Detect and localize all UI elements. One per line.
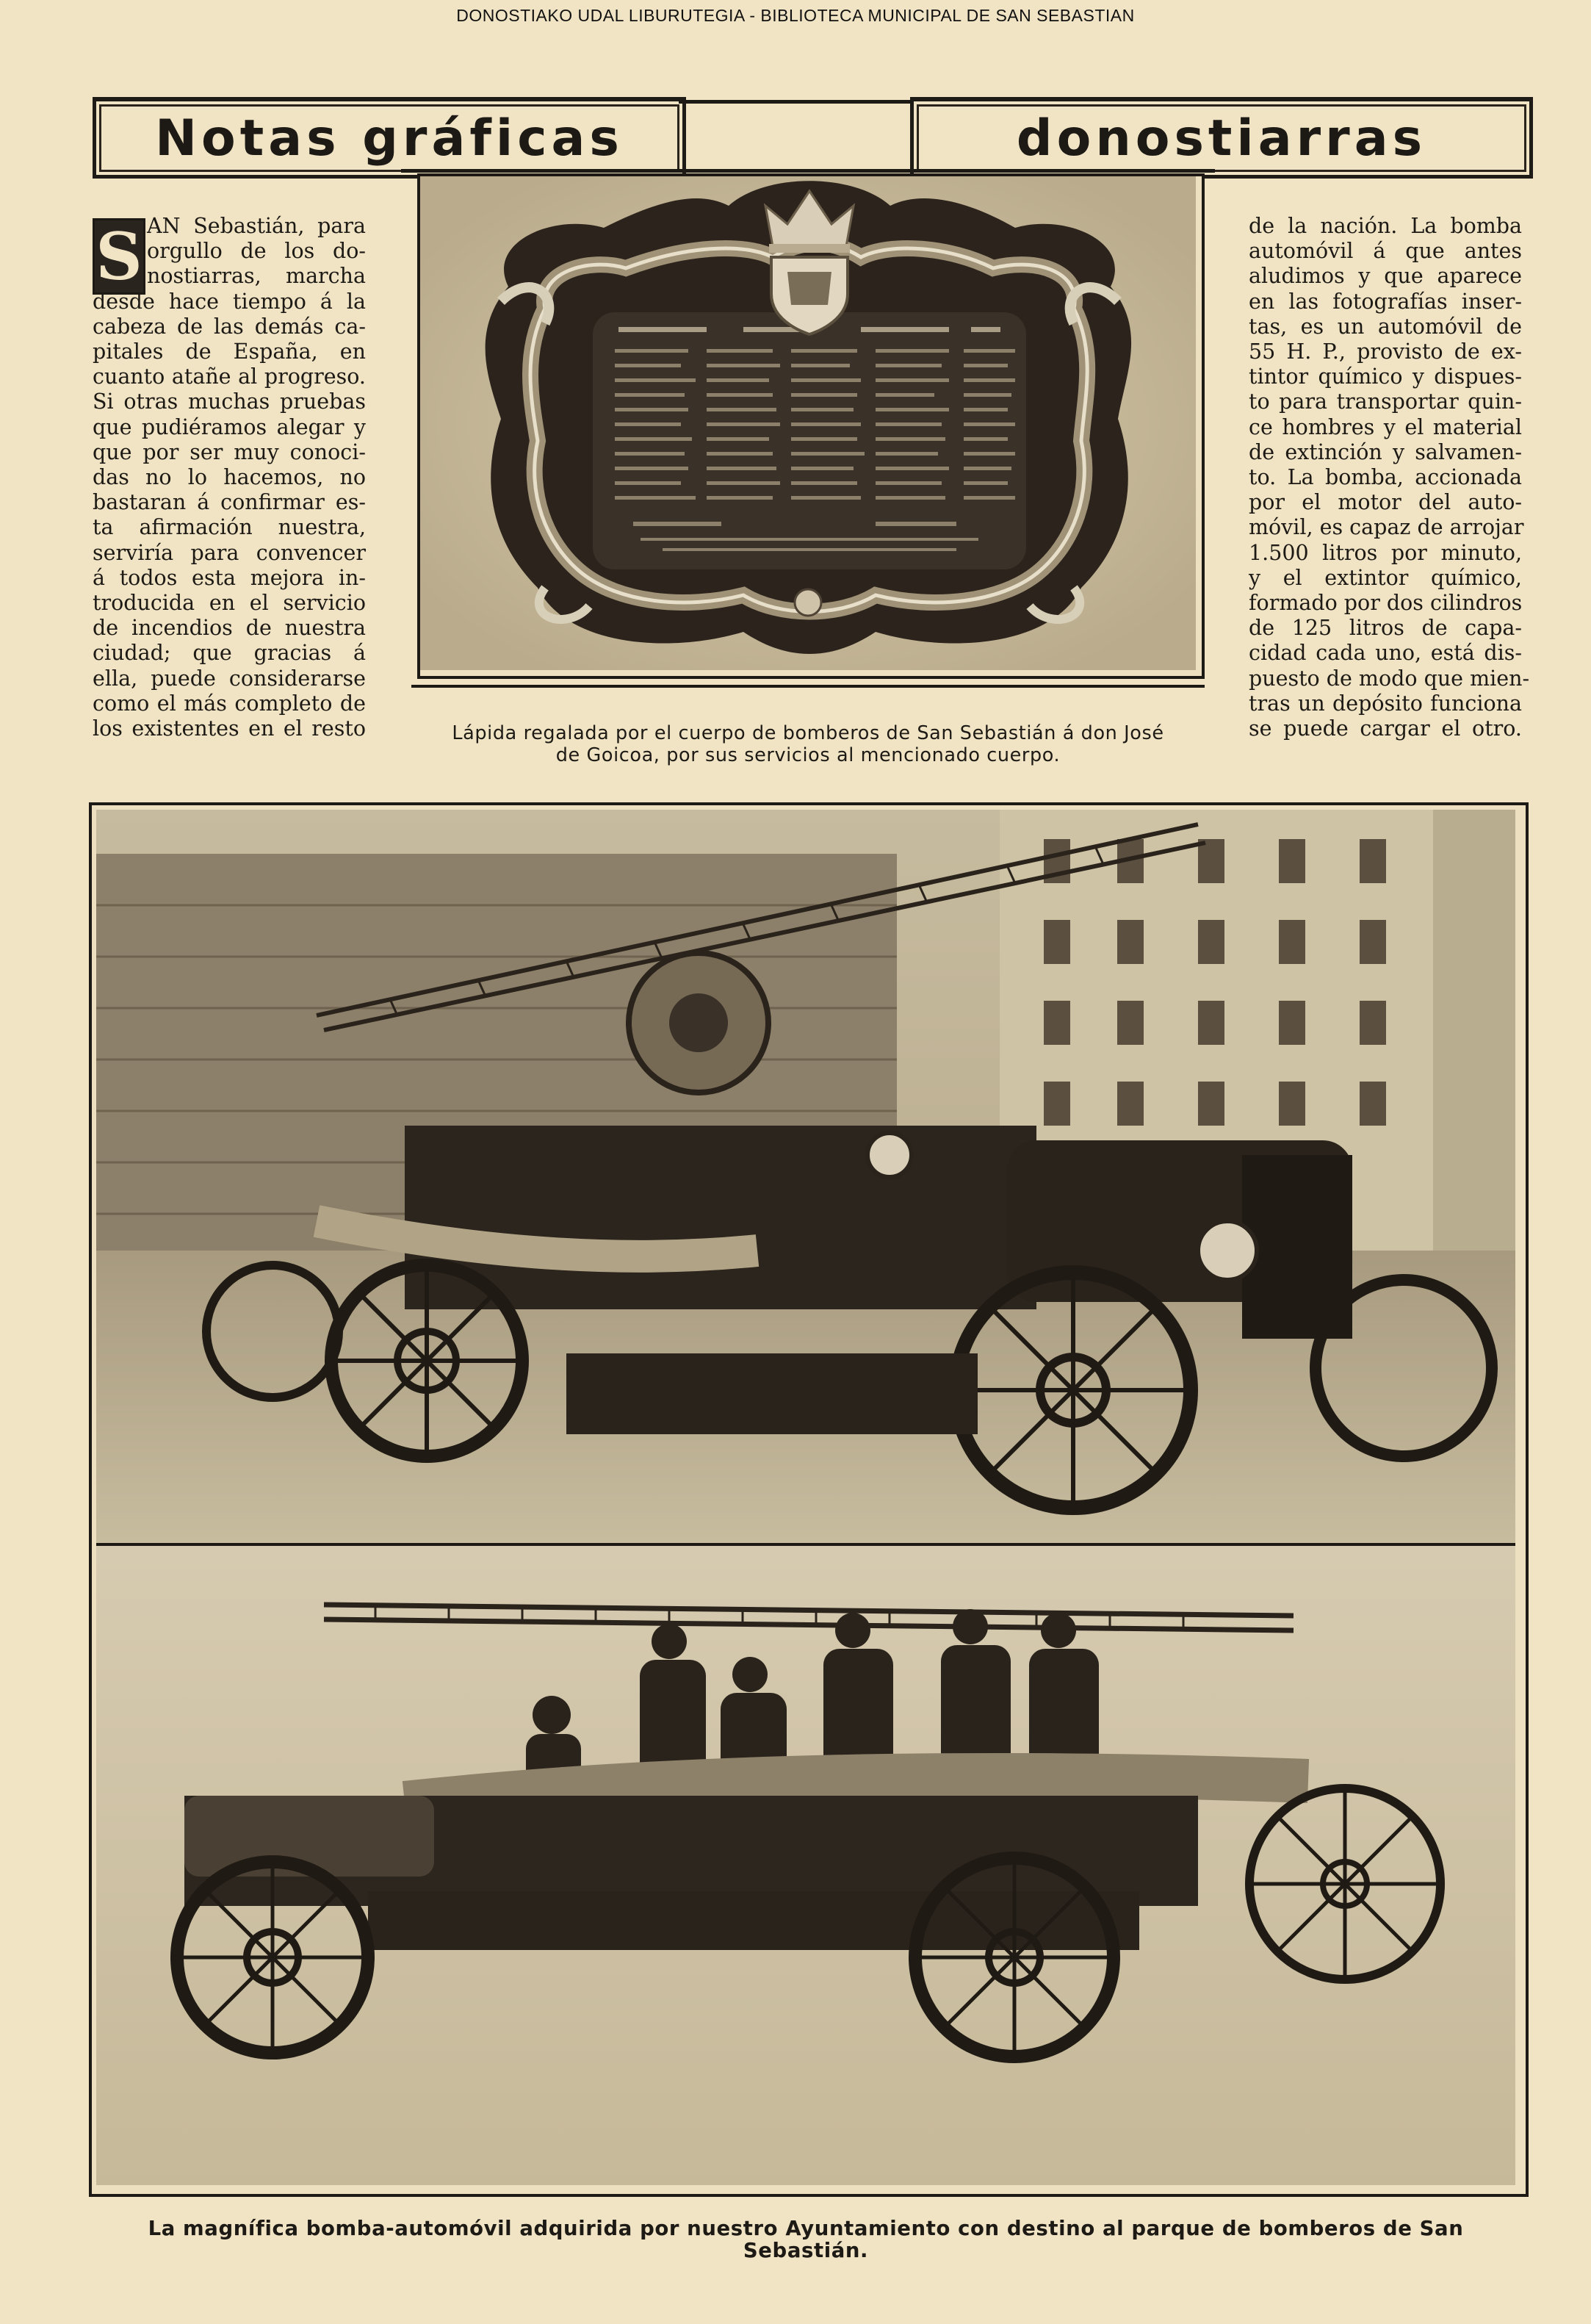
- article-line: tas, es un automóvil de: [1249, 314, 1522, 339]
- article-line: cabeza de las demás ca-: [93, 314, 366, 339]
- article-line: de 125 litros de capa-: [1249, 616, 1522, 641]
- article-line: 1.500 litros por minuto,: [1249, 540, 1522, 565]
- article-line: tintor químico y dispues-: [1249, 364, 1522, 389]
- library-header: DONOSTIAKO UDAL LIBURUTEGIA - BIBLIOTECA MUNICIPAL DE SAN SEBASTIAN: [456, 6, 1135, 25]
- article-line: orgullo de los do-: [147, 239, 366, 264]
- article-line: ella, puede considerarse: [93, 666, 366, 691]
- fire-engine-photo-bottom: [96, 1546, 1515, 2185]
- title-left: Notas gráficas: [93, 97, 686, 179]
- article-line: los existentes en el resto: [93, 716, 366, 741]
- article-line: móvil, es capaz de arrojar: [1249, 515, 1524, 540]
- plaque-caption: [411, 722, 1205, 766]
- article-line: que pudiéramos alegar y: [93, 414, 366, 439]
- article-line: automóvil á que antes: [1249, 239, 1522, 264]
- article-line: como el más completo de: [93, 691, 366, 716]
- article-left-column: [93, 214, 366, 741]
- article-line: por el motor del auto-: [1249, 490, 1522, 515]
- article-line: AN Sebastián, para: [147, 214, 366, 238]
- title-rule-bottom: [401, 169, 1215, 173]
- plaque-caption-line-1: Lápida regalada por el cuerpo de bomberos de San Sebastián á don José: [452, 722, 1164, 744]
- plaque-caption-line-2: de Goicoa, por sus servicios al mencionado cuerpo.: [555, 744, 1061, 766]
- article-line: y el extintor químico,: [1249, 565, 1522, 590]
- plaque-photo: [417, 173, 1205, 679]
- article-line: pitales de España, en: [93, 339, 366, 364]
- title-right: donostiarras: [910, 97, 1533, 179]
- article-line: to para transportar quin-: [1249, 389, 1522, 414]
- article-line: se puede cargar el otro.: [1249, 716, 1522, 741]
- fire-engine-photo-top: [96, 810, 1515, 1543]
- plaque-illustration: [420, 176, 1196, 670]
- article-line: to. La bomba, accionada: [1249, 465, 1522, 490]
- article-line: formado por dos cilindros: [1249, 591, 1523, 616]
- article-line: das no lo hacemos, no: [93, 465, 366, 490]
- article-line: puesto de modo que mien-: [1249, 666, 1530, 691]
- article-line: cidad cada uno, está dis-: [1249, 641, 1522, 666]
- article-right-column: [1249, 214, 1530, 741]
- article-line: de extinción y salvamen-: [1249, 439, 1522, 464]
- article-line: de la nación. La bomba: [1249, 214, 1522, 238]
- article-line: que por ser muy conoci-: [93, 439, 366, 464]
- article-line: ta afirmación nuestra,: [93, 515, 366, 540]
- title-rule-underline: [411, 685, 1205, 688]
- photos-caption: La magnífica bomba-automóvil adquirida por nuestro Ayuntamiento con destino al parque de bomberos de San Sebastián.: [148, 2217, 1464, 2262]
- article-line: ciudad; que gracias á: [93, 641, 366, 666]
- article-line: desde hace tiempo á la: [93, 289, 366, 314]
- title-rule-top: [679, 100, 910, 104]
- article-line: ce hombres y el material: [1249, 414, 1522, 439]
- article-line: troducida en el servicio: [93, 591, 366, 616]
- article-line: Si otras muchas pruebas: [93, 389, 366, 414]
- article-line: aludimos y que aparece: [1249, 264, 1522, 289]
- fire-engine-photos: [89, 802, 1529, 2197]
- article-line: 55 H. P., provisto de ex-: [1249, 339, 1522, 364]
- article-line: serviría para convencer: [93, 540, 366, 565]
- article-line: bastaran á confirmar es-: [93, 490, 366, 515]
- article-line: de incendios de nuestra: [93, 616, 366, 641]
- drop-cap: S: [93, 218, 145, 295]
- article-line: nostiarras, marcha: [147, 264, 366, 289]
- article-line: á todos esta mejora in-: [93, 565, 366, 590]
- article-line: cuanto atañe al progreso.: [93, 364, 366, 389]
- article-line: tras un depósito funciona: [1249, 691, 1522, 716]
- article-line: en las fotografías inser-: [1249, 289, 1522, 314]
